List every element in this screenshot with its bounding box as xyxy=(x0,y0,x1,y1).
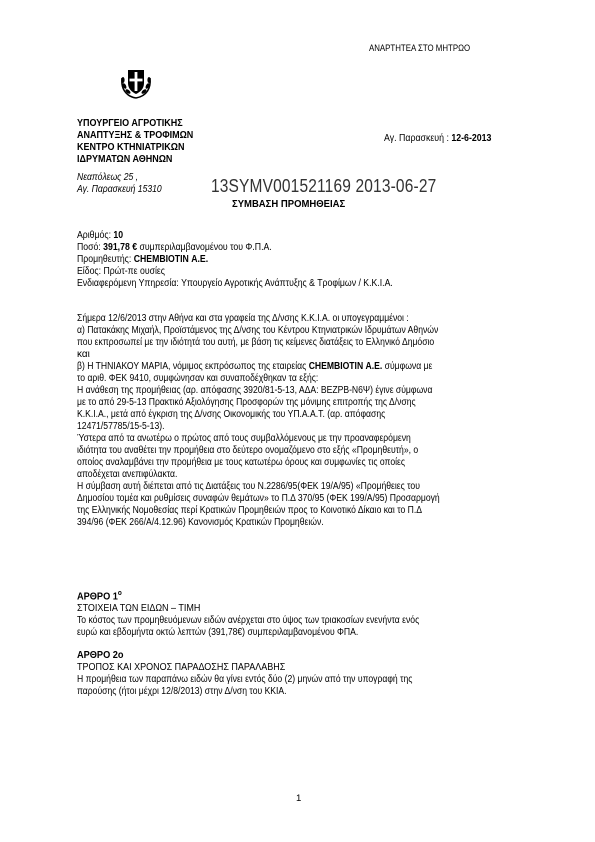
date-label: Αγ. Παρασκευή : xyxy=(384,133,452,144)
law-line: Δημοσίου τομέα και ρυθμίσεις συναφών θεμάτων» το Π.Δ 370/95 (ΦΕΚ 199/Α/95) Προσαρμογή xyxy=(77,493,440,504)
org-line: ΥΠΟΥΡΓΕΙΟ ΑΓΡΟΤΙΚΗΣ xyxy=(77,118,183,129)
award-line: με το από 29-5-13 Πρακτικό Αξιολόγησης Προσφορών της μόνιμης επιτροπής της Δ/νσης xyxy=(77,397,416,408)
party-a-line: που εκπροσωπεί με την ιδιότητά του αυτή, με βάση τις κείμενες διατάξεις το Ελληνικό Δημόσιο xyxy=(77,337,435,348)
contract-body xyxy=(77,313,516,529)
summary-block xyxy=(77,230,393,290)
article-2-text: Η προμήθεια των παραπάνω ειδών θα γίνει εντός δύο (2) μηνών από την υπογραφή της xyxy=(77,674,413,685)
date-value: 12-6-2013 xyxy=(451,133,492,144)
contract-supplier: Προμηθευτής: CHEMBIOTIN Α.Ε. xyxy=(77,254,209,265)
intro-line: Σήμερα 12/6/2013 στην Αθήνα και στα γραφεία της Δ/νσης Κ.Κ.Ι.Α. οι υπογεγραμμένοι : xyxy=(77,313,409,324)
law-line: Η σύμβαση αυτή διέπεται από τις Διατάξεις του Ν.2286/95(ΦΕΚ 19/Α/95) «Προμήθειες του xyxy=(77,481,420,492)
after-line: ιδιότητα του αναθέτει την προμήθεια στο δεύτερο ονομαζόμενο στο εξής «Προμηθευτή», ο xyxy=(77,445,419,456)
article-2 xyxy=(77,650,467,698)
greek-coat-of-arms-icon xyxy=(119,66,153,100)
document-title: ΣΥΜΒΑΣΗ ΠΡΟΜΗΘΕΙΑΣ xyxy=(232,199,346,210)
contract-number: Αριθμός: 10 xyxy=(77,230,124,241)
address-block xyxy=(77,172,162,196)
article-1-text: ευρώ και εβδομήντα οκτώ λεπτών (391,78€) συμπεριλαμβανομένου ΦΠΑ. xyxy=(77,627,359,639)
posted-label: ΑΝΑΡΤΗΤΕΑ ΣΤΟ ΜΗΤΡΩΟ xyxy=(369,43,471,54)
document-date xyxy=(384,133,491,145)
after-line: οποίος αναλαμβάνει την προμήθεια με τους κατωτέρω όρους και συμφωνίες τις οποίες xyxy=(77,457,406,468)
article-1-subheading: ΣΤΟΙΧΕΙΑ ΤΩΝ ΕΙΔΩΝ – ΤΙΜΗ xyxy=(77,603,201,615)
law-line: της Ελληνικής Νομοθεσίας περί Κρατικών Προμηθειών προς το Κοινοτικό Δίκαιο και το Π.Δ xyxy=(77,505,423,516)
after-line: Ύστερα από τα ανωτέρω ο πρώτος από τους συμβαλλόμενους με την προαναφερόμενη xyxy=(77,433,411,444)
contract-amount: Ποσό: 391,78 € συμπεριλαμβανομένου του Φ.Π.Α. xyxy=(77,242,272,253)
award-line: 12471/57785/15-5-13). xyxy=(77,421,165,432)
article-1-text: Το κόστος των προμηθευόμενων ειδών ανέρχεται στο ύψος των τριακοσίων ενενήντα ενός xyxy=(77,615,420,627)
article-2-text: παρούσης (ήτοι μέχρι 12/8/2013) στην Δ/νση του ΚΚΙΑ. xyxy=(77,686,287,697)
org-block xyxy=(77,118,193,166)
party-b-line: το αριθ. ΦΕΚ 9410, συμφώνησαν και συναποδέχθηκαν τα εξής: xyxy=(77,373,319,384)
ada-code: 13SYMV001521169 2013-06-27 xyxy=(211,176,437,196)
article-1 xyxy=(77,588,475,639)
article-1-heading: ΑΡΘΡΟ $1^o$ xyxy=(77,590,122,603)
award-line: Η ανάθεση της προμήθειας (αρ. απόφασης 3920/81-5-13, ΑΔΑ: ΒΕΖΡΒ-Ν6Ψ) έγινε σύμφωνα xyxy=(77,385,433,396)
after-line: αποδέχεται ανεπιφύλακτα. xyxy=(77,469,178,480)
org-line: ΚΕΝΤΡΟ ΚΤΗΝΙΑΤΡΙΚΩΝ xyxy=(77,142,185,153)
address-line: Αγ. Παρασκευή 15310 xyxy=(77,184,162,195)
party-b-line: β) Η ΤΗΝΙΑΚΟΥ ΜΑΡΙΑ, νόμιμος εκπρόσωπος της εταιρείας CHEMBIOTIN Α.Ε. σύμφωνα με xyxy=(77,361,433,372)
award-line: Κ.Κ.Ι.Α., μετά από έγκριση της Δ/νσης Οικονομικής του ΥΠ.Α.Α.Τ. (αρ. απόφασης xyxy=(77,409,386,420)
contract-service: Ενδιαφερόμενη Υπηρεσία: Υπουργείο Αγροτικής Ανάπτυξης & Τροφίμων / Κ.Κ.Ι.Α. xyxy=(77,278,393,289)
party-a-line: α) Πατακάκης Μιχαήλ, Προϊστάμενος της Δ/νσης του Κέντρου Κτηνιατρικών Ιδρυμάτων Αθηνών xyxy=(77,325,439,336)
org-line: ΙΔΡΥΜΑΤΩΝ ΑΘΗΝΩΝ xyxy=(77,154,173,165)
law-line: 394/96 (ΦΕΚ 266/Α/4.12.96) Κανονισμός Κρατικών Προμηθειών. xyxy=(77,517,324,528)
article-2-subheading: ΤΡΟΠΟΣ ΚΑΙ ΧΡΟΝΟΣ ΠΑΡΑΔΟΣΗΣ ΠΑΡΑΛΑΒΗΣ xyxy=(77,662,286,673)
party-a-line: και xyxy=(77,349,90,360)
article-2-heading: ΑΡΘΡΟ 2ο xyxy=(77,650,124,661)
address-line: Νεαπόλεως 25 , xyxy=(77,172,139,183)
org-line: ΑΝΑΠΤΥΞΗΣ & ΤΡΟΦΙΜΩΝ xyxy=(77,130,194,141)
page-number: 1 xyxy=(296,793,302,804)
contract-item-type: Είδος: Πρώτ-πε ουσίες xyxy=(77,266,165,277)
